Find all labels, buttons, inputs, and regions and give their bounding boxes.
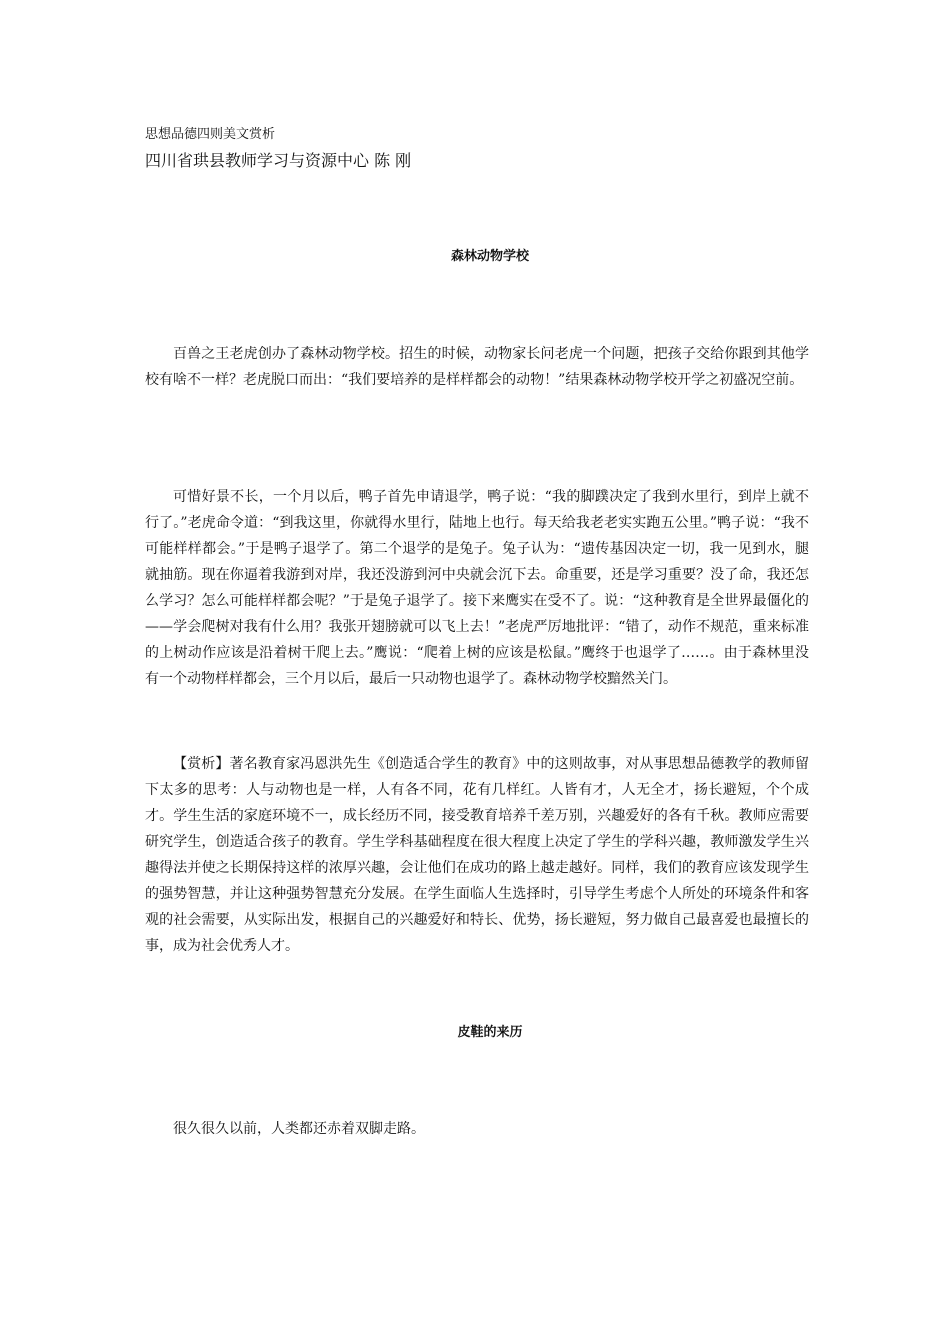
paragraph: 可惜好景不长，一个月以后，鸭子首先申请退学，鸭子说：“我的脚蹼决定了我到水里行，到岸上就不行了。”老虎命令道：“到我这里，你就得水里行，陆地上也行。每天给我老老实实跑五公里。”鸭子说：“我不可能样样都会。”于是鸭子退学了。第二个退学的是兔子。兔子认为：“遗传基因决定一切，我一见到水，腿就抽筋。现在你逼着我游到对岸，我还没游到河中央就会沉下去。命重要，还是学习重要？没了命，我还怎么学习？怎么可能样样都会呢？”于是兔子退学了。接下来鹰实在受不了。说：“这种教育是全世界最僵化的——学会爬树对我有什么用？我张开翅膀就可以飞上去！”老虎严厉地批评：“错了，动作不规范，重来标准的上树动作应该是沿着树干爬上去。”鹰说：“爬着上树的应该是松鼠。”鹰终于也退学了……。由于森林里没有一个动物样样都会，三个月以后，最后一只动物也退学了。森林动物学校黯然关门。 bbox=[145, 489, 809, 687]
analysis-text: 著名教育家冯恩洪先生《创造适合学生的教育》中的这则故事，对从事思想品德教学的教师留下太多的思考：人与动物也是一样，人有各不同，花有几样红。人皆有才，人无全才，扬长避短，个个成才。学生生活的家庭环境不一，成长经历不同，接受教育培养千差万别，兴趣爱好的各有千秋。教师应需要研究学生，创造适合孩子的教育。学生学科基础程度在很大程度上决定了学生的学科兴趣，教师激发学生兴趣得法并使之长期保持这样的浓厚兴趣，会让他们在成功的路上越走越好。同样，我们的教育应该发现学生的强势智慧，并让这种强势智慧充分发展。在学生面临人生选择时，引导学生考虑个人所处的环境条件和客观的社会需要，从实际出发，根据自己的兴趣爱好和特长、优势，扬长避短，努力做自己最喜爱也最擅长的事，成为社会优秀人才。 bbox=[145, 756, 809, 954]
analysis-paragraph bbox=[145, 751, 809, 959]
paragraph: 百兽之王老虎创办了森林动物学校。招生的时候，动物家长问老虎一个问题，把孩子交给你跟到其他学校有啥不一样？老虎脱口而出：“我们要培养的是样样都会的动物！”结果森林动物学校开学之初盛况空前。 bbox=[145, 346, 809, 388]
paragraph: 很久很久以前，人类都还赤着双脚走路。 bbox=[173, 1121, 425, 1137]
author-line: 四川省珙县教师学习与资源中心 陈 刚 bbox=[145, 151, 412, 170]
series-label: 思想品德四则美文赏析 bbox=[145, 127, 276, 142]
section-title-leather-shoes: 皮鞋的来历 bbox=[457, 1025, 523, 1040]
section-title-forest-school: 森林动物学校 bbox=[450, 249, 529, 264]
analysis-tag: 【赏析】 bbox=[173, 756, 230, 772]
